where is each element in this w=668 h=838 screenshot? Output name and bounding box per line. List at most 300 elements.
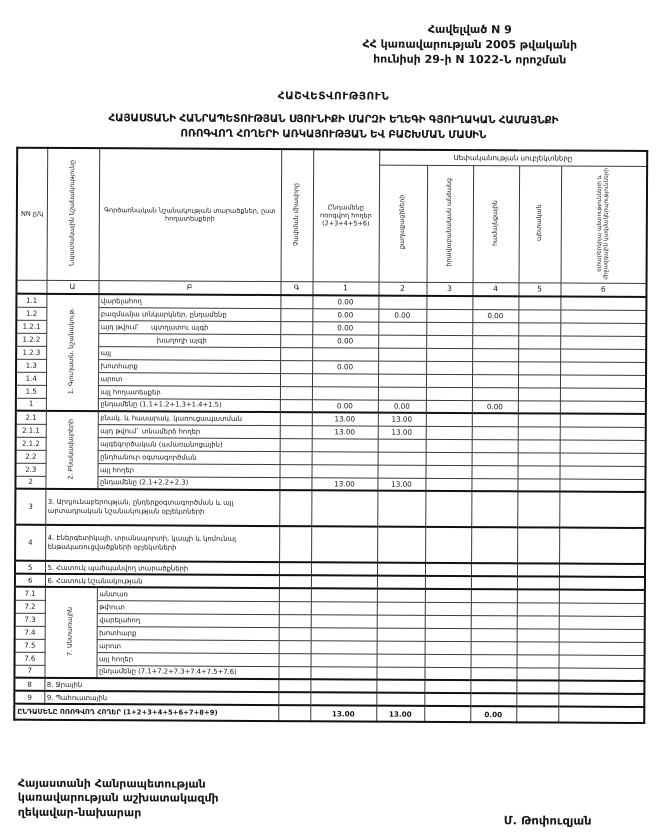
row-label: այլ հողատեսքեր: [98, 385, 280, 399]
row-number: 6: [15, 574, 45, 587]
value-cell: [560, 440, 646, 453]
report-subtitle: [9, 111, 657, 145]
authority-line-1: Հայաստանի Հանրապետության: [17, 776, 206, 791]
row-label: բնակ. և հասարակ. կառուցապատման: [98, 411, 280, 425]
header-nn: NN ը/կ: [17, 148, 48, 280]
value-cell: [425, 615, 471, 628]
value-cell: [425, 628, 471, 641]
value-cell: [471, 654, 517, 667]
value-cell: [472, 335, 518, 348]
value-cell: [518, 452, 560, 465]
value-cell: [471, 478, 517, 491]
value-cell: [518, 309, 560, 322]
header-purpose: Նպատակային նշանակությունը: [47, 148, 100, 280]
value-cell: [425, 641, 471, 654]
value-cell: [559, 655, 645, 668]
value-cell: [471, 527, 517, 563]
report-heading: ՀԱՇՎԵՏՎՈՒԹՅՈՒՆ: [277, 90, 390, 103]
row-label: 3. Արդյունաբերության, ընդերքօգտագործման և այլ արտադրական նշանակության օբյեկտների: [45, 489, 279, 526]
value-cell: [472, 413, 518, 426]
row-number: 7: [14, 665, 44, 678]
value-cell: [518, 322, 560, 335]
value-cell: [426, 348, 472, 361]
row-label: այդ թվում` տնամերձ հողեր: [98, 424, 280, 438]
row-label: 6. Հատուկ նշանակության: [45, 574, 279, 588]
signature-name: Մ. Թոփուզյան: [503, 813, 592, 828]
unit-cell: [280, 425, 312, 438]
row-label: այդ թվում` պտղատու այգի: [98, 320, 280, 334]
unit-cell: [280, 321, 312, 334]
value-cell: [425, 654, 471, 667]
unit-cell: [279, 526, 311, 562]
row-number: 4: [15, 525, 45, 561]
value-cell: [560, 375, 646, 388]
unit-cell: [279, 640, 311, 653]
value-cell: [559, 603, 645, 616]
value-cell: 0.00: [312, 295, 378, 308]
value-cell: [560, 297, 646, 310]
authority-line-2: կառավարության աշխատակազմի: [17, 791, 219, 806]
row-label: 8. Ջրային: [44, 678, 278, 692]
value-cell: [377, 527, 425, 563]
row-number: 1.2.3: [16, 346, 46, 359]
grand-total-row: [14, 704, 644, 723]
value-cell: 13.00: [376, 706, 424, 722]
value-cell: [377, 589, 425, 602]
appendix-line-2: ՀՀ կառավարության 2005 թվականի: [362, 37, 578, 52]
value-cell: [425, 576, 471, 589]
value-cell: [378, 387, 426, 400]
letter-cell: 2: [378, 282, 426, 296]
unit-cell: [279, 490, 311, 526]
value-cell: [559, 629, 645, 642]
value-cell: [516, 680, 558, 693]
value-cell: [559, 479, 645, 492]
report-subtitle-line-1: ՀԱՅԱՍՏԱՆԻ ՀԱՆՐԱՊԵՏՈՒԹՅԱՆ ՍՅՈՒՆԻՔԻ ՄԱՐԶԻ ԵՂԵԳԻ ԳՅՈՒՂԱԿԱՆ ՀԱՄԱՅՆՔԻ: [108, 112, 559, 127]
row-number: 1.1: [16, 294, 46, 307]
authority-line-3: ղեկավար-նախարար: [17, 805, 142, 819]
value-cell: [558, 668, 644, 681]
value-cell: [424, 706, 470, 722]
value-cell: [517, 615, 559, 628]
letter-cell: Ա: [46, 280, 98, 294]
row-label: այլ հողեր: [98, 463, 280, 477]
land-category-group: [46, 294, 99, 411]
value-cell: [517, 628, 559, 641]
value-cell: [560, 427, 646, 440]
value-cell: [472, 452, 518, 465]
row-number: 1.4: [16, 372, 46, 385]
value-cell: [518, 361, 560, 374]
value-cell: [471, 628, 517, 641]
value-cell: [471, 465, 517, 478]
value-cell: [426, 439, 472, 452]
value-cell: [376, 693, 424, 706]
value-cell: [378, 335, 426, 348]
row-number: 1.3: [16, 359, 46, 372]
letter-cell: 3: [426, 282, 472, 296]
row-label: վարելահող: [98, 294, 280, 308]
value-cell: [425, 602, 471, 615]
value-cell: [377, 576, 425, 589]
value-cell: [311, 627, 377, 640]
value-cell: [559, 564, 645, 577]
row-label: բազմամյա տնկարկներ, ընդամենը: [98, 307, 280, 321]
value-cell: [560, 323, 646, 336]
value-cell: [518, 348, 560, 361]
value-cell: 13.00: [377, 478, 425, 491]
value-cell: [378, 322, 426, 335]
value-cell: [472, 322, 518, 335]
unit-cell: [279, 477, 311, 490]
value-cell: [312, 451, 378, 464]
row-number: 7.2: [15, 600, 45, 613]
value-cell: 13.00: [378, 413, 426, 426]
value-cell: 0.00: [378, 309, 426, 322]
value-cell: [472, 348, 518, 361]
value-cell: [559, 528, 645, 564]
value-cell: [424, 667, 470, 680]
value-cell: [312, 386, 378, 399]
value-cell: [311, 490, 377, 526]
unit-cell: [280, 386, 312, 399]
land-category-label: 7. Անտառային: [66, 606, 75, 656]
letter-cell: 1: [312, 281, 378, 295]
value-cell: [378, 296, 426, 309]
row-label: այգեգործական (ամառանոցային): [98, 437, 280, 451]
row-label: 4. Էներգետիկայի, տրանսպորտի, կապի և կոմունալ ենթակառուցվածքների օբյեկտների: [45, 525, 279, 562]
value-cell: [311, 601, 377, 614]
row-label: անտառ: [97, 587, 279, 601]
row-number: 9: [14, 691, 44, 704]
value-cell: [377, 654, 425, 667]
value-cell: [378, 439, 426, 452]
unit-cell: [278, 692, 310, 705]
value-cell: 0.00: [312, 321, 378, 334]
header-subject-citizens: քաղաքացիների: [379, 165, 428, 282]
value-cell: [311, 614, 377, 627]
value-cell: [559, 642, 645, 655]
value-cell: [378, 361, 426, 374]
value-cell: [424, 693, 470, 706]
value-cell: [471, 641, 517, 654]
unit-cell: [280, 334, 312, 347]
row-label: ընդամենը (7.1+7.2+7.3+7.4+7.5+7.6): [96, 665, 278, 679]
value-cell: [310, 679, 376, 692]
row-number: 7.5: [15, 639, 45, 652]
value-cell: 13.00: [312, 412, 378, 425]
row-number: 1.2: [16, 307, 46, 320]
value-cell: [378, 465, 426, 478]
value-cell: [376, 680, 424, 693]
value-cell: [426, 374, 472, 387]
value-cell: 13.00: [310, 705, 376, 721]
appendix-line-3: հունիսի 29-ի N 1022-Ն որոշման: [373, 52, 567, 67]
value-cell: [518, 387, 560, 400]
value-cell: [518, 296, 560, 309]
value-cell: [471, 491, 517, 527]
row-label: ԸՆԴԱՄԵՆԸ ՈՌՈԳՎՈՂ ՀՈՂԵՐ (1+2+3+4+5+6+7+8+9): [14, 704, 278, 721]
value-cell: [559, 577, 645, 590]
value-cell: [425, 491, 471, 527]
row-number: 7.6: [15, 652, 45, 665]
value-cell: [559, 492, 645, 528]
row-number: 2.1.1: [16, 424, 46, 437]
unit-cell: [278, 666, 310, 679]
value-cell: [518, 335, 560, 348]
unit-cell: [280, 347, 312, 360]
unit-cell: [280, 295, 312, 308]
row-number: 1: [16, 398, 46, 411]
value-cell: 0.00: [472, 400, 518, 413]
value-cell: [426, 400, 472, 413]
header-subject-community: համայնքային: [473, 165, 520, 282]
value-cell: [377, 602, 425, 615]
value-cell: [518, 400, 560, 413]
value-cell: [312, 464, 378, 477]
value-cell: [312, 347, 378, 360]
value-cell: [560, 349, 646, 362]
unit-cell: [280, 438, 312, 451]
value-cell: 0.00: [312, 360, 378, 373]
value-cell: [560, 414, 646, 427]
value-cell: [311, 640, 377, 653]
value-cell: [425, 563, 471, 576]
value-cell: [516, 693, 558, 706]
value-cell: [311, 562, 377, 575]
table-header: [16, 148, 647, 297]
land-category-group: [45, 411, 97, 489]
value-cell: [377, 615, 425, 628]
signing-authority: [18, 777, 219, 821]
value-cell: [517, 641, 559, 654]
value-cell: [517, 589, 559, 602]
row-number: 2.1: [16, 411, 46, 424]
irrigated-lands-table: [13, 147, 648, 724]
row-number: 2.1.2: [16, 437, 46, 450]
value-cell: [560, 401, 646, 414]
row-label: այլ: [98, 346, 280, 360]
value-cell: [516, 706, 558, 722]
value-cell: [425, 527, 471, 563]
value-cell: [517, 654, 559, 667]
unit-cell: [280, 373, 312, 386]
value-cell: [425, 478, 471, 491]
value-cell: 13.00: [312, 425, 378, 438]
value-cell: [518, 374, 560, 387]
value-cell: [426, 296, 472, 309]
report-subtitle-line-2: ՈՌՈԳՎՈՂ ՀՈՂԵՐԻ ԱՌԿԱՅՈՒԹՅԱՆ ԵՎ ԲԱՇԽՄԱՆ ՄԱՍԻՆ: [180, 127, 487, 142]
unit-cell: [279, 627, 311, 640]
row-label: թփուտ: [97, 600, 279, 614]
value-cell: [378, 348, 426, 361]
land-category-label: 1. Գյուղատն. նշանակութ.: [68, 308, 76, 395]
value-cell: [558, 681, 644, 694]
value-cell: [560, 336, 646, 349]
row-label: 9. Պահուստային: [44, 691, 278, 705]
row-number: 7.4: [15, 626, 45, 639]
row-number: 3: [15, 489, 45, 525]
value-cell: [471, 602, 517, 615]
header-subject-state: պետական: [519, 165, 562, 282]
value-cell: 0.00: [312, 308, 378, 321]
table-row: [15, 489, 645, 528]
letter-cell: Գ: [280, 281, 312, 295]
value-cell: [559, 466, 645, 479]
value-cell: [426, 426, 472, 439]
letter-cell: 4: [472, 282, 518, 296]
row-number: 1.2.2: [16, 333, 46, 346]
row-label: խաղողի այգի: [98, 333, 280, 347]
unit-cell: [279, 562, 311, 575]
value-cell: [376, 667, 424, 680]
land-category-group: [44, 587, 96, 678]
value-cell: [426, 309, 472, 322]
value-cell: [424, 680, 470, 693]
row-number: 2: [15, 476, 45, 489]
unit-cell: [278, 705, 310, 721]
value-cell: 0.00: [472, 309, 518, 322]
value-cell: [377, 641, 425, 654]
value-cell: [517, 491, 559, 527]
unit-cell: [279, 614, 311, 627]
value-cell: 0.00: [378, 400, 426, 413]
row-number: 5: [15, 561, 45, 574]
value-cell: [517, 465, 559, 478]
value-cell: [516, 667, 558, 680]
unit-cell: [280, 412, 312, 425]
value-cell: [518, 426, 560, 439]
value-cell: [426, 361, 472, 374]
row-number: 7.3: [15, 613, 45, 626]
letter-cell: 6: [560, 283, 646, 297]
value-cell: [560, 388, 646, 401]
unit-cell: [279, 601, 311, 614]
value-cell: [377, 563, 425, 576]
value-cell: [472, 426, 518, 439]
unit-cell: [280, 308, 312, 321]
letter-cell: Բ: [98, 280, 280, 295]
value-cell: [559, 590, 645, 603]
appendix-reference: [300, 22, 640, 68]
row-label: արոտ: [97, 639, 279, 653]
value-cell: [517, 478, 559, 491]
value-cell: [472, 361, 518, 374]
value-cell: [559, 616, 645, 629]
appendix-line-1: Հավելված N 9: [427, 22, 512, 37]
header-unit: Չափման միավորը: [281, 149, 314, 281]
value-cell: [378, 374, 426, 387]
value-cell: [311, 653, 377, 666]
letter-cell: [16, 280, 46, 294]
row-label: խոտհարք: [98, 359, 280, 373]
value-cell: [470, 667, 516, 680]
value-cell: [471, 563, 517, 576]
row-label: ընդհանուր օգտագործման: [98, 450, 280, 464]
row-label: ընդամենը (2.1+2.2+2.3): [97, 476, 279, 490]
value-cell: [472, 439, 518, 452]
row-number: 2.2: [16, 450, 46, 463]
header-function: Գործառնական նշանակության տարածքներ, ըստ հողատեսքերի: [99, 148, 282, 281]
value-cell: [558, 694, 644, 707]
unit-cell: [279, 575, 311, 588]
letter-cell: 5: [518, 282, 560, 296]
unit-cell: [279, 653, 311, 666]
value-cell: [518, 439, 560, 452]
value-cell: 13.00: [311, 477, 377, 490]
value-cell: [426, 335, 472, 348]
unit-cell: [279, 588, 311, 601]
value-cell: [471, 576, 517, 589]
value-cell: [311, 588, 377, 601]
value-cell: [471, 615, 517, 628]
land-category-label: 2. Բնակավայրերի: [67, 418, 76, 480]
row-label: վարելահող: [97, 613, 279, 627]
value-cell: [517, 576, 559, 589]
value-cell: [312, 373, 378, 386]
value-cell: 13.00: [378, 426, 426, 439]
value-cell: [472, 387, 518, 400]
row-label: ընդամենը (1.1+1.2+1.3+1.4+1.5): [98, 398, 280, 412]
header-subject-foreign: օտարերկրյա պետությունների և միջազգային կազմակերպությունների: [561, 166, 648, 283]
value-cell: [426, 413, 472, 426]
value-cell: [518, 413, 560, 426]
value-cell: [310, 692, 376, 705]
value-cell: [471, 589, 517, 602]
value-cell: [517, 602, 559, 615]
unit-cell: [280, 451, 312, 464]
title-block: [9, 89, 657, 145]
value-cell: [310, 666, 376, 679]
value-cell: [560, 453, 646, 466]
row-label: արոտ: [98, 372, 280, 386]
row-label: այլ հողեր: [97, 652, 279, 666]
value-cell: [426, 452, 472, 465]
row-number: 1.2.1: [16, 320, 46, 333]
value-cell: [377, 628, 425, 641]
header-ownership-subjects: Սեփականության սուբյեկտները: [379, 150, 647, 166]
value-cell: [426, 387, 472, 400]
value-cell: [377, 491, 425, 527]
value-cell: [312, 438, 378, 451]
value-cell: [558, 707, 644, 723]
row-number: 1.5: [16, 385, 46, 398]
value-cell: [470, 680, 516, 693]
header-subject-legal-entities: իրավաբանական անձանց: [427, 165, 474, 282]
value-cell: [311, 575, 377, 588]
unit-cell: [280, 464, 312, 477]
unit-cell: [280, 399, 312, 412]
value-cell: [378, 452, 426, 465]
value-cell: 0.00: [312, 334, 378, 347]
value-cell: [517, 563, 559, 576]
header-row-main: [17, 148, 647, 166]
value-cell: [472, 374, 518, 387]
value-cell: [426, 465, 472, 478]
row-number: 8: [14, 678, 44, 691]
value-cell: 0.00: [312, 399, 378, 412]
value-cell: [311, 526, 377, 562]
value-cell: [425, 589, 471, 602]
value-cell: [560, 310, 646, 323]
table-row: [15, 525, 645, 564]
table-body: [14, 294, 646, 723]
unit-cell: [278, 679, 310, 692]
row-label: 5. Հատուկ պահպանվող տարածքների: [45, 561, 279, 575]
row-number: 7.1: [15, 587, 45, 600]
unit-cell: [280, 360, 312, 373]
value-cell: [426, 322, 472, 335]
